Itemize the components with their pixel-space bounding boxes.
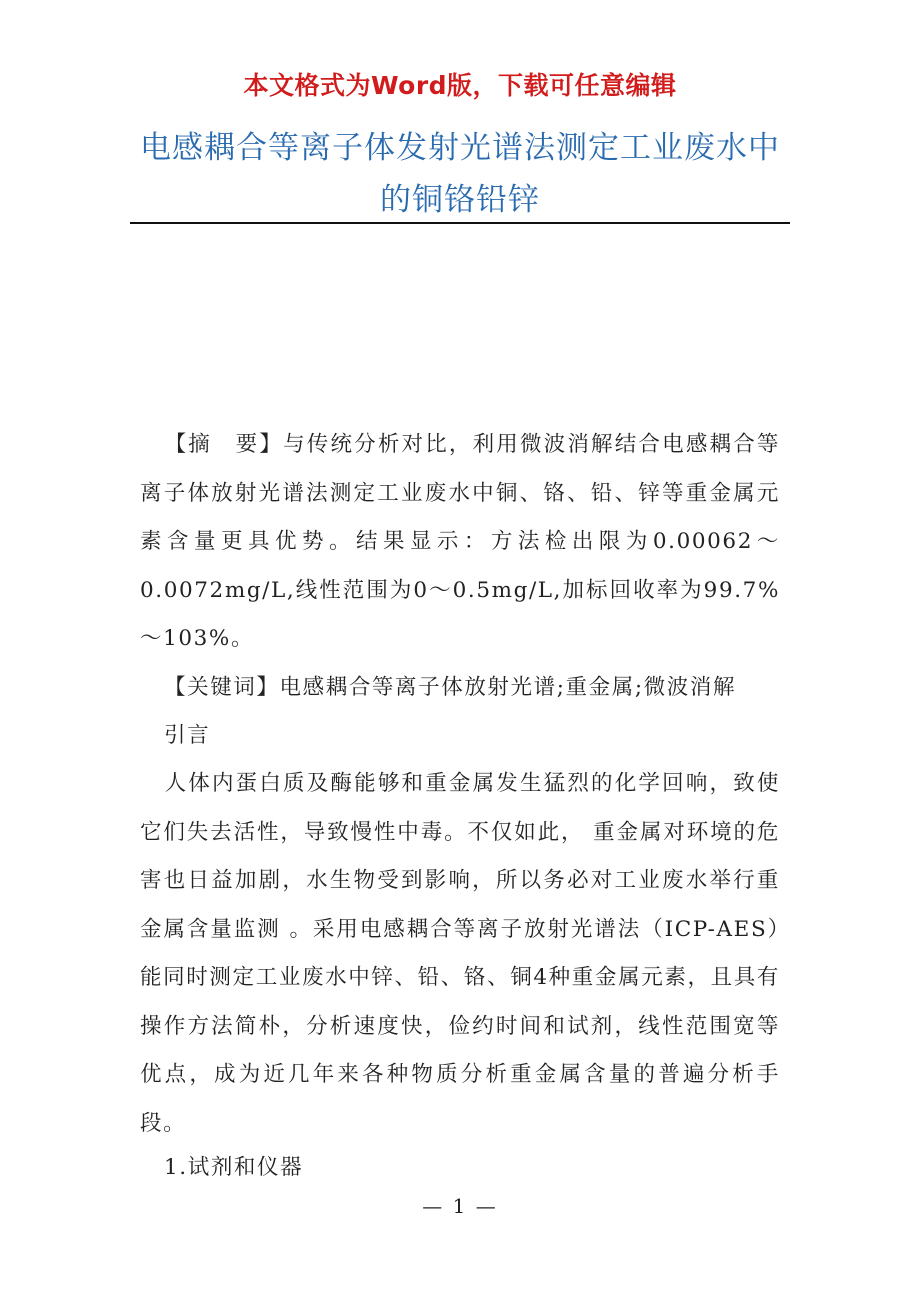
abstract-label: 【摘 要】	[164, 432, 284, 457]
title-divider	[130, 222, 790, 224]
abstract-text: 与传统分析对比，利用微波消解结合电感耦合等离子体放射光谱法测定工业废水中铜、铬、铅、锌等重金属元素含量更具优势。结果显示：方法检出限为0.00062～0.0072mg/L,线性范围为0～0.5mg/L,加标回收率为99.7%～103%。	[140, 432, 780, 651]
abstract-paragraph	[140, 421, 780, 664]
intro-body-text: 人体内蛋白质及酶能够和重金属发生猛烈的化学回响，致使它们失去活性，导致慢性中毒。不仅如此， 重金属对环境的危害也日益加剧，水生物受到影响，所以务必对工业废水举行重金属含量监测 。采用电感耦合等离子放射光谱法（ICP-AES）能同时测定工业废水中锌、铅、铬、铜4种重金属元素，且具有操作方法简朴，分析速度快，俭约时间和试剂，线性范围宽等优点，成为近几年来各种物质分析重金属含量的普遍分析手段。	[140, 771, 780, 1136]
intro-heading-paragraph	[140, 712, 780, 761]
document-title: 电感耦合等离子体发射光谱法测定工业废水中的铜铬铅锌	[140, 130, 780, 218]
section-heading-paragraph	[140, 1144, 780, 1193]
page-number: — 1 —	[422, 1194, 498, 1218]
intro-heading: 引言	[164, 723, 211, 748]
intro-body-paragraph	[140, 760, 780, 1148]
keywords-text: 电感耦合等离子体放射光谱;重金属;微波消解	[279, 675, 737, 700]
section-1-heading: 1.试剂和仪器	[164, 1155, 304, 1180]
keywords-paragraph	[140, 664, 780, 713]
format-notice-banner: 本文格式为Word版，下载可任意编辑	[243, 71, 677, 100]
keywords-label: 【关键词】	[164, 675, 280, 700]
